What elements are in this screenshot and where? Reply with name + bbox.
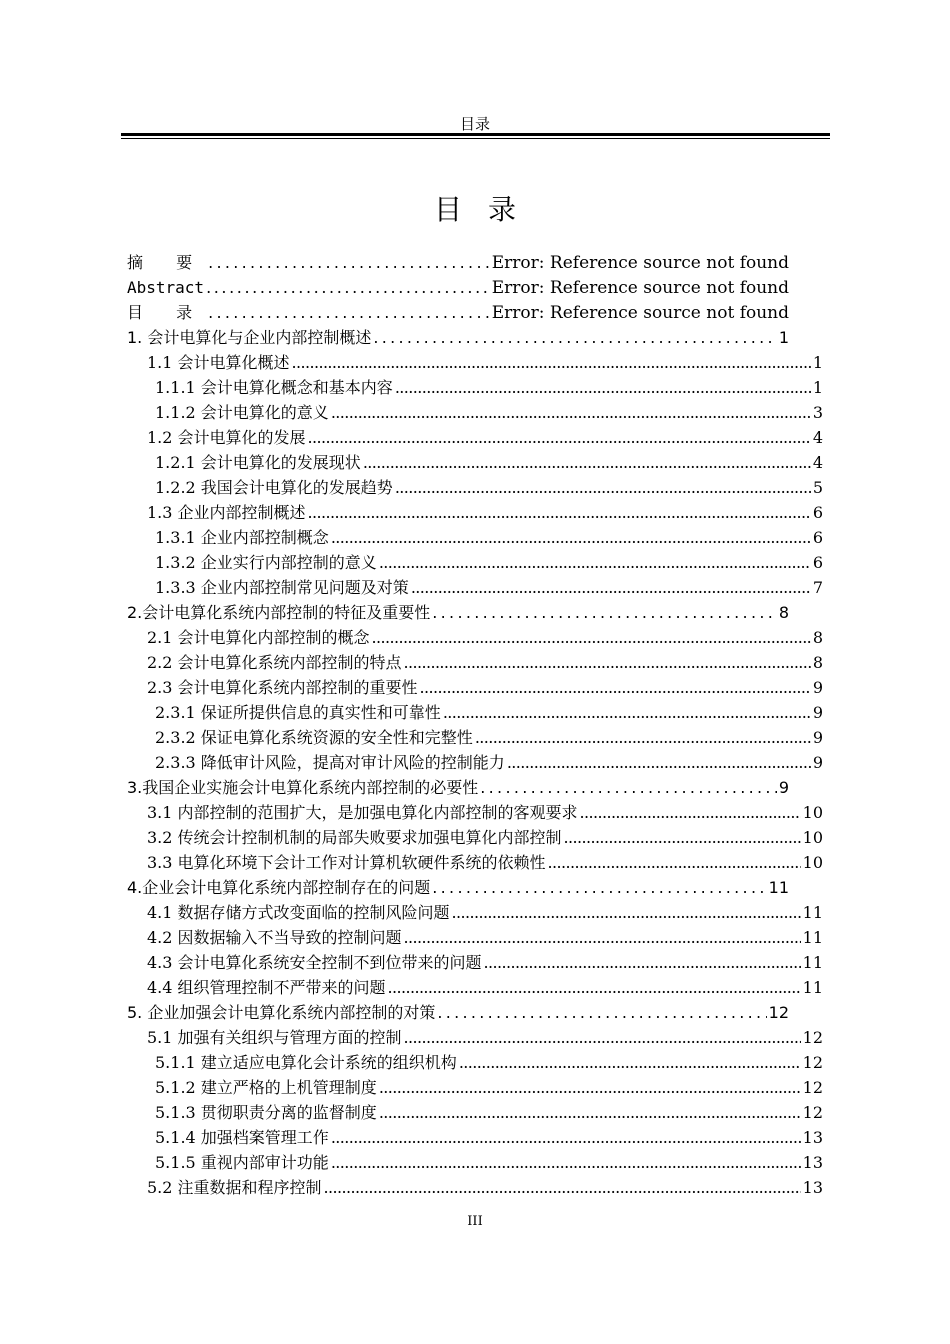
toc-entry-page: 6 bbox=[812, 553, 823, 572]
toc-entry[interactable] bbox=[155, 375, 823, 400]
toc-leader bbox=[475, 725, 811, 750]
toc-entry-page: 9 bbox=[812, 703, 823, 722]
toc-entry[interactable] bbox=[127, 775, 789, 800]
toc-entry[interactable] bbox=[147, 825, 823, 850]
toc-entry-page: 10 bbox=[802, 853, 823, 872]
toc-title: 目录 bbox=[433, 193, 542, 226]
toc-entry-page: 13 bbox=[802, 1178, 823, 1197]
toc-entry-label: 2.会计电算化系统内部控制的特征及重要性 bbox=[127, 603, 431, 622]
toc-entry-label: 1.2 会计电算化的发展 bbox=[147, 428, 306, 447]
toc-entry-page: 11 bbox=[768, 878, 789, 897]
toc-entry-label: 4.2 因数据输入不当导致的控制问题 bbox=[147, 928, 402, 947]
toc-entry-label: 5.1.3 贯彻职责分离的监督制度 bbox=[155, 1103, 377, 1122]
toc-leader bbox=[395, 475, 811, 500]
toc-entry[interactable] bbox=[127, 300, 789, 325]
toc-entry[interactable] bbox=[147, 625, 823, 650]
toc-entry-page: 12 bbox=[802, 1028, 823, 1047]
header-rule-thick bbox=[121, 133, 830, 136]
toc-entry[interactable] bbox=[155, 1125, 823, 1150]
toc-entry[interactable] bbox=[147, 900, 823, 925]
toc-leader bbox=[404, 1025, 801, 1050]
toc-entry-page: 12 bbox=[768, 1003, 789, 1022]
toc-entry[interactable] bbox=[147, 675, 823, 700]
toc-entry-label: 1.1 会计电算化概述 bbox=[147, 353, 290, 372]
toc-entry-page: 11 bbox=[802, 903, 823, 922]
toc-entry-page: 6 bbox=[812, 528, 823, 547]
toc-entry-page: 11 bbox=[802, 978, 823, 997]
toc-entry[interactable] bbox=[147, 1025, 823, 1050]
toc-entry-label: 1.1.2 会计电算化的意义 bbox=[155, 403, 329, 422]
toc-entry-page: 9 bbox=[778, 778, 789, 797]
page-number: III bbox=[467, 1214, 483, 1229]
toc-entry[interactable] bbox=[155, 700, 823, 725]
toc-leader bbox=[432, 600, 777, 625]
toc-entry-label: 5.2 注重数据和程序控制 bbox=[147, 1178, 322, 1197]
toc-leader bbox=[379, 1075, 801, 1100]
toc-leader bbox=[452, 900, 801, 925]
toc-entry[interactable] bbox=[147, 975, 823, 1000]
toc-entry-page: 11 bbox=[802, 953, 823, 972]
toc-entry[interactable] bbox=[155, 1050, 823, 1075]
toc-leader bbox=[411, 575, 811, 600]
toc-entry-label: 3.2 传统会计控制机制的局部失败要求加强电算化内部控制 bbox=[147, 828, 562, 847]
toc-entry-label: 2.3.3 降低审计风险，提高对审计风险的控制能力 bbox=[155, 753, 505, 772]
toc-entry-page: 9 bbox=[812, 753, 823, 772]
toc-entry-label: 3.1 内部控制的范围扩大，是加强电算化内部控制的客观要求 bbox=[147, 803, 578, 822]
toc-entry[interactable] bbox=[155, 450, 823, 475]
toc-leader bbox=[331, 400, 811, 425]
toc-leader bbox=[507, 750, 811, 775]
toc-entry-page: 3 bbox=[812, 403, 823, 422]
toc-leader bbox=[459, 1050, 801, 1075]
toc-entry[interactable] bbox=[155, 400, 823, 425]
toc-leader bbox=[308, 500, 811, 525]
toc-entry[interactable] bbox=[155, 1100, 823, 1125]
toc-entry-label: 4.3 会计电算化系统安全控制不到位带来的问题 bbox=[147, 953, 482, 972]
toc-entry-page: 8 bbox=[812, 653, 823, 672]
toc-entry-label: 5. 企业加强会计电算化系统内部控制的对策 bbox=[127, 1003, 436, 1022]
toc-entry-page: 4 bbox=[812, 453, 823, 472]
toc-leader bbox=[379, 550, 811, 575]
toc-leader bbox=[404, 650, 811, 675]
toc-entry[interactable] bbox=[155, 575, 823, 600]
toc-entry[interactable] bbox=[147, 500, 823, 525]
toc-entry-label: 1.3 企业内部控制概述 bbox=[147, 503, 306, 522]
toc-entry-page: 8 bbox=[778, 603, 789, 622]
toc-leader bbox=[331, 1150, 801, 1175]
toc-entry-label: 目 录 bbox=[127, 303, 207, 322]
toc-entry-page: 11 bbox=[802, 928, 823, 947]
toc-entry-page: 12 bbox=[802, 1078, 823, 1097]
toc-entry-label: 2.3.1 保证所提供信息的真实性和可靠性 bbox=[155, 703, 441, 722]
toc-entry-page: 5 bbox=[812, 478, 823, 497]
toc-entry[interactable] bbox=[147, 950, 823, 975]
toc-entry[interactable] bbox=[155, 525, 823, 550]
toc-entry[interactable] bbox=[147, 925, 823, 950]
toc-entry[interactable] bbox=[127, 1000, 789, 1025]
toc-entry-label: 3.3 电算化环境下会计工作对计算机软硬件系统的依赖性 bbox=[147, 853, 546, 872]
toc-leader bbox=[379, 1100, 801, 1125]
toc-entry-page: 10 bbox=[802, 828, 823, 847]
toc-entry-label: 1.2.2 我国会计电算化的发展趋势 bbox=[155, 478, 393, 497]
toc-entry-label: 1. 会计电算化与企业内部控制概述 bbox=[127, 328, 372, 347]
toc-entry-page: 12 bbox=[802, 1053, 823, 1072]
toc-entry[interactable] bbox=[155, 475, 823, 500]
toc-leader bbox=[292, 350, 811, 375]
toc-leader bbox=[308, 425, 811, 450]
toc-entry-page: 1 bbox=[812, 378, 823, 397]
toc-entry-label: 5.1.1 建立适应电算化会计系统的组织机构 bbox=[155, 1053, 457, 1072]
toc-entry-label: 2.3 会计电算化系统内部控制的重要性 bbox=[147, 678, 418, 697]
toc-entry-page: Error: Reference source not found bbox=[491, 278, 789, 298]
toc-entry-label: 2.1 会计电算化内部控制的概念 bbox=[147, 628, 370, 647]
toc-entry[interactable] bbox=[127, 275, 789, 300]
toc-entry-label: 1.3.1 企业内部控制概念 bbox=[155, 528, 329, 547]
toc-entry-page: 1 bbox=[778, 328, 789, 347]
toc-entry-label: 1.3.3 企业内部控制常见问题及对策 bbox=[155, 578, 409, 597]
toc-leader bbox=[388, 975, 801, 1000]
toc-entry[interactable] bbox=[147, 850, 823, 875]
toc-leader bbox=[480, 775, 777, 800]
toc-entry-label: 4.企业会计电算化系统内部控制存在的问题 bbox=[127, 878, 431, 897]
toc-entry[interactable] bbox=[147, 650, 823, 675]
toc-entry-label: 5.1.5 重视内部审计功能 bbox=[155, 1153, 329, 1172]
toc-leader bbox=[564, 825, 801, 850]
toc-leader bbox=[443, 700, 811, 725]
toc-entry-label: 5.1.2 建立严格的上机管理制度 bbox=[155, 1078, 377, 1097]
toc-entry-page: 1 bbox=[812, 353, 823, 372]
toc-entry-page: 9 bbox=[812, 678, 823, 697]
toc-entry-label: 5.1 加强有关组织与管理方面的控制 bbox=[147, 1028, 402, 1047]
toc-entry-page: 7 bbox=[812, 578, 823, 597]
toc-leader bbox=[484, 950, 801, 975]
toc-leader bbox=[420, 675, 811, 700]
toc-entry-page: 8 bbox=[812, 628, 823, 647]
toc-leader bbox=[437, 1000, 766, 1025]
toc-entry-label: 4.4 组织管理控制不严带来的问题 bbox=[147, 978, 386, 997]
toc-entry-label: Abstract bbox=[127, 278, 205, 297]
running-header: 目录 bbox=[459, 115, 490, 133]
toc-entry-label: 1.2.1 会计电算化的发展现状 bbox=[155, 453, 361, 472]
toc-leader bbox=[324, 1175, 801, 1200]
toc-leader bbox=[372, 625, 811, 650]
toc-entry-page: 10 bbox=[802, 803, 823, 822]
toc-leader bbox=[208, 250, 490, 275]
toc-entry[interactable] bbox=[155, 1075, 823, 1100]
toc-leader bbox=[208, 300, 490, 325]
toc-leader bbox=[373, 325, 776, 350]
toc-entry[interactable] bbox=[127, 250, 789, 275]
toc-leader bbox=[395, 375, 811, 400]
toc-entry-label: 2.3.2 保证电算化系统资源的安全性和完整性 bbox=[155, 728, 473, 747]
toc-entry[interactable] bbox=[127, 600, 789, 625]
toc-entry-label: 4.1 数据存储方式改变面临的控制风险问题 bbox=[147, 903, 450, 922]
toc-leader bbox=[548, 850, 801, 875]
toc-leader bbox=[206, 275, 490, 300]
toc-entry-page: 9 bbox=[812, 728, 823, 747]
toc-entry-page: 6 bbox=[812, 503, 823, 522]
toc-leader bbox=[432, 875, 766, 900]
toc-entry-label: 1.3.2 企业实行内部控制的意义 bbox=[155, 553, 377, 572]
toc-entry-page: 13 bbox=[802, 1128, 823, 1147]
toc-entry[interactable] bbox=[155, 750, 823, 775]
toc-entry[interactable] bbox=[155, 550, 823, 575]
toc-entry-label: 2.2 会计电算化系统内部控制的特点 bbox=[147, 653, 402, 672]
toc-entry[interactable] bbox=[127, 875, 789, 900]
toc-entry-label: 1.1.1 会计电算化概念和基本内容 bbox=[155, 378, 393, 397]
toc-entry-page: 12 bbox=[802, 1103, 823, 1122]
toc-entry-page: 4 bbox=[812, 428, 823, 447]
toc-entry-page: Error: Reference source not found bbox=[491, 303, 789, 323]
toc-entry-page: Error: Reference source not found bbox=[491, 253, 789, 273]
header-rule-thin bbox=[121, 138, 830, 139]
toc-entry[interactable] bbox=[147, 800, 823, 825]
toc-entry[interactable] bbox=[147, 350, 823, 375]
toc-leader bbox=[331, 525, 811, 550]
toc-entry-label: 5.1.4 加强档案管理工作 bbox=[155, 1128, 329, 1147]
toc-leader bbox=[331, 1125, 801, 1150]
toc-entry[interactable] bbox=[127, 325, 789, 350]
toc-entry[interactable] bbox=[147, 1175, 823, 1200]
toc-leader bbox=[404, 925, 801, 950]
toc-entry[interactable] bbox=[155, 1150, 823, 1175]
toc-leader bbox=[580, 800, 801, 825]
toc-entry-label: 3.我国企业实施会计电算化系统内部控制的必要性 bbox=[127, 778, 479, 797]
toc-entry[interactable] bbox=[155, 725, 823, 750]
toc-leader bbox=[363, 450, 811, 475]
toc-entry-page: 13 bbox=[802, 1153, 823, 1172]
toc-entry-label: 摘 要 bbox=[127, 253, 207, 272]
toc-entry[interactable] bbox=[147, 425, 823, 450]
